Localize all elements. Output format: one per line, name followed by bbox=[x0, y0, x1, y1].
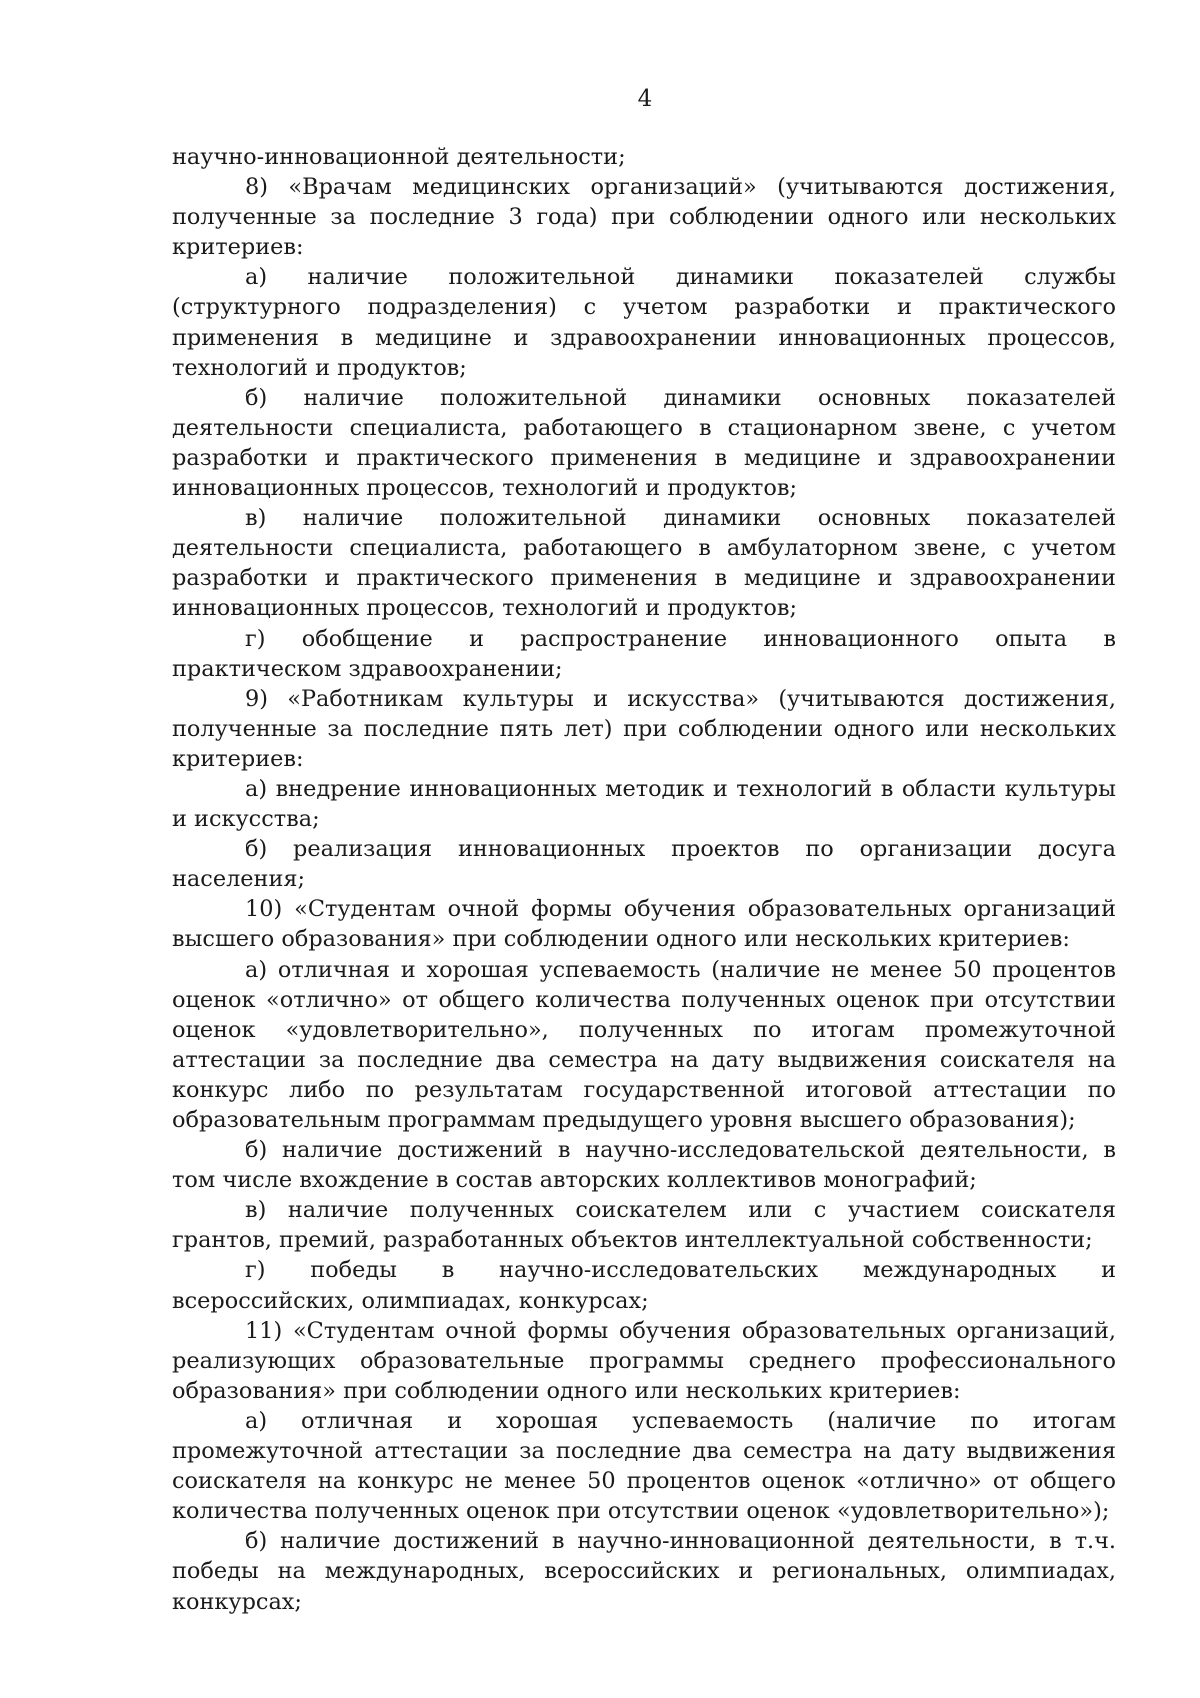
paragraph-item-11b: б) наличие достижений в научно-инновационной деятельности, в т.ч. победы на международных, всероссийских и региональных, олимпиадах, конкурсах; bbox=[172, 1528, 1116, 1615]
paragraph-item-9a: а) внедрение инновационных методик и технологий в области культуры и искусства; bbox=[172, 775, 1116, 833]
page-number: 4 bbox=[637, 86, 653, 112]
paragraph-item-8: 8) «Врачам медицинских организаций» (учитываются достижения, полученные за последние 3 года) при соблюдении одного или нескольких критериев: bbox=[172, 174, 1116, 261]
paragraph-item-11: 11) «Студентам очной формы обучения образовательных организаций, реализующих образовательные программы среднего профессионального образования» при соблюдении одного или нескольких критериев: bbox=[172, 1317, 1116, 1404]
paragraph-item-10b: б) наличие достижений в научно-исследовательской деятельности, в том числе вхождение в состав авторских коллективов монографий; bbox=[172, 1137, 1116, 1194]
paragraph-item-10: 10) «Студентам очной формы обучения образовательных организаций высшего образования» при соблюдении одного или нескольких критериев: bbox=[172, 896, 1116, 953]
paragraph-continuation: научно-инновационной деятельности; bbox=[172, 144, 626, 170]
paragraph-item-10g: г) победы в научно-исследовательских международных и всероссийских, олимпиадах, конкурсах; bbox=[172, 1257, 1116, 1314]
paragraph-item-10a: а) отличная и хорошая успеваемость (наличие не менее 50 процентов оценок «отлично» от общего количества полученных оценок при отсутствии оценок «удовлетворительно», полученных по итогам промежуточной аттестации за последние два семестра на дату выдвижения соискателя на конкурс либо по результатам государственной итоговой аттестации по образовательным программам предыдущего уровня высшего образования); bbox=[172, 956, 1116, 1133]
paragraph-item-8g: г) обобщение и распространение инновационного опыта в практическом здравоохранении; bbox=[172, 625, 1116, 682]
paragraph-item-9b: б) реализация инновационных проектов по организации досуга населения; bbox=[172, 836, 1116, 893]
paragraph-item-11a: а) отличная и хорошая успеваемость (наличие по итогам промежуточной аттестации за последние два семестра на дату выдвижения соискателя на конкурс не менее 50 процентов оценок «отлично» от общего количества полученных оценок при отсутствии оценок «удовлетворительно»); bbox=[172, 1407, 1116, 1525]
document-body bbox=[172, 142, 1116, 1617]
paragraph-item-9: 9) «Работникам культуры и искусства» (учитываются достижения, полученные за последние пять лет) при соблюдении одного или нескольких критериев: bbox=[172, 685, 1116, 772]
paragraph-item-10v: в) наличие полученных соискателем или с участием соискателя грантов, премий, разработанных объектов интеллектуальной собственности; bbox=[172, 1197, 1116, 1254]
paragraph-item-8a: а) наличие положительной динамики показателей службы (структурного подразделения) с учетом разработки и практического применения в медицине и здравоохранении инновационных процессов, технологий и продуктов; bbox=[172, 264, 1116, 381]
paragraph-item-8v: в) наличие положительной динамики основных показателей деятельности специалиста, работающего в амбулаторном звене, с учетом разработки и практического применения в медицине и здравоохранении инновационных процессов, технологий и продуктов; bbox=[172, 505, 1116, 622]
paragraph-item-8b: б) наличие положительной динамики основных показателей деятельности специалиста, работающего в стационарном звене, с учетом разработки и практического применения в медицине и здравоохранении инновационных процессов, технологий и продуктов; bbox=[172, 384, 1116, 502]
